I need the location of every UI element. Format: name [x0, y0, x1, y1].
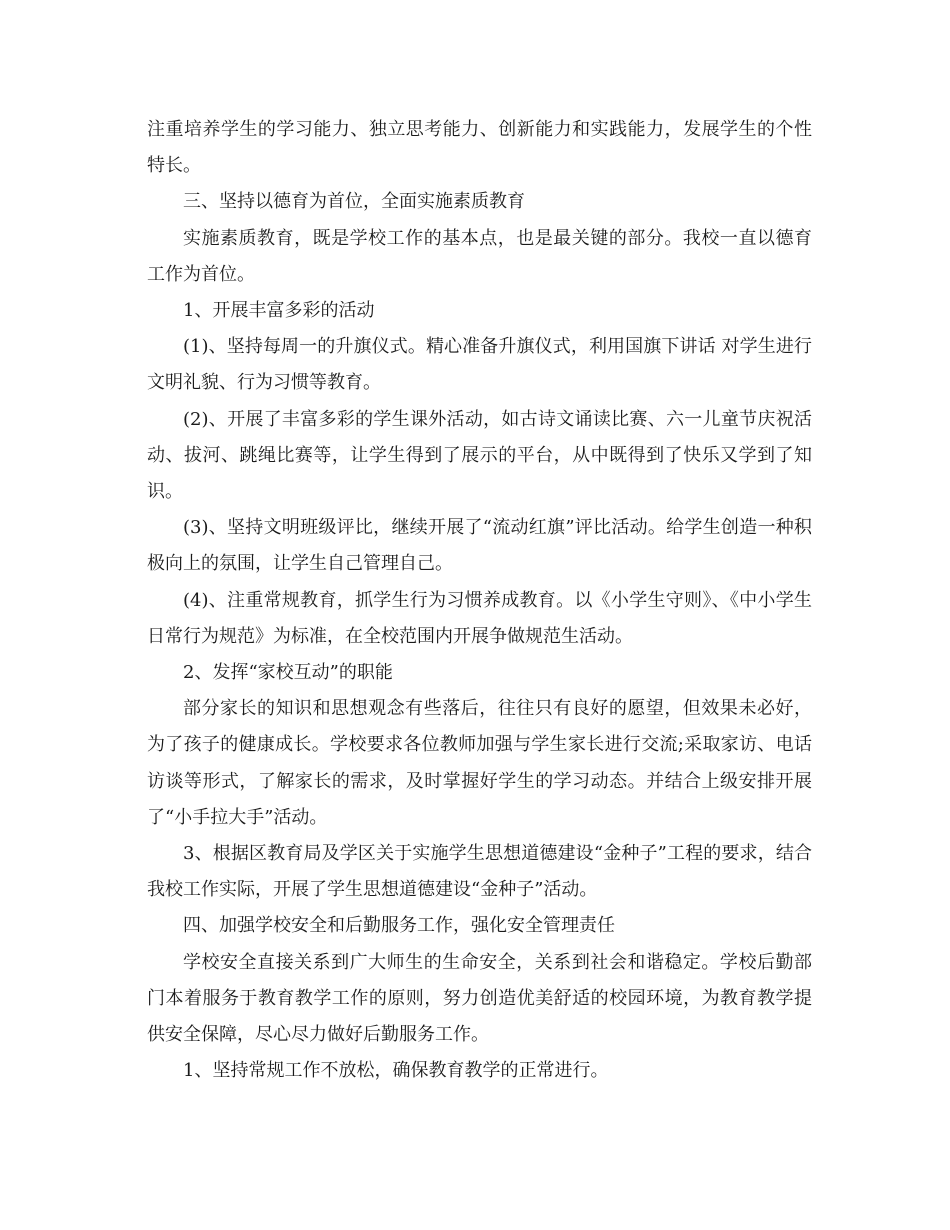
list-item-4: (4)、注重常规教育，抓学生行为习惯养成教育。以《小学生守则》、《中小学生日常行为规范》为标准，在全校范围内开展争做规范生活动。 [147, 589, 812, 647]
document-body [147, 112, 812, 1089]
paragraph-golden-seed: 3、根据区教育局及学区关于实施学生思想道德建设“金种子”工程的要求，结合我校工作实际，开展了学生思想道德建设“金种子”活动。 [147, 843, 812, 901]
subheading-home-school: 2、发挥“家校互动”的职能 [183, 662, 393, 684]
section-heading-3: 三、坚持以德育为首位，全面实施素质教育 [183, 191, 525, 213]
paragraph-home-school: 部分家长的知识和思想观念有些落后，往往只有良好的愿望，但效果未必好，为了孩子的健康成长。学校要求各位教师加强与学生家长进行交流;采取家访、电话访谈等形式，了解家长的需求，及时掌握好学生的学习动态。并结合上级安排开展了“小手拉大手”活动。 [147, 698, 812, 828]
subheading-routine-work: 1、坚持常规工作不放松，确保教育教学的正常进行。 [183, 1060, 609, 1082]
list-item-3: (3)、坚持文明班级评比，继续开展了“流动红旗”评比活动。给学生创造一种积极向上的氛围，让学生自己管理自己。 [147, 517, 812, 575]
paragraph-safety: 学校安全直接关系到广大师生的生命安全，关系到社会和谐稳定。学校后勤部门本着服务于教育教学工作的原则，努力创造优美舒适的校园环境，为教育教学提供安全保障，尽心尽力做好后勤服务工作。 [147, 951, 812, 1046]
section-heading-4: 四、加强学校安全和后勤服务工作，强化安全管理责任 [183, 915, 615, 937]
list-item-2: (2)、开展了丰富多彩的学生课外活动，如古诗文诵读比赛、六一儿童节庆祝活动、拔河、跳绳比赛等，让学生得到了展示的平台，从中既得到了快乐又学到了知识。 [147, 408, 812, 503]
list-item-1: (1)、坚持每周一的升旗仪式。精心准备升旗仪式，利用国旗下讲话 对学生进行文明礼貌、行为习惯等教育。 [147, 336, 812, 394]
subheading-activities: 1、开展丰富多彩的活动 [183, 300, 375, 322]
paragraph-3: 实施素质教育，既是学校工作的基本点，也是最关键的部分。我校一直以德育工作为首位。 [147, 227, 812, 285]
paragraph-1: 注重培养学生的学习能力、独立思考能力、创新能力和实践能力，发展学生的个性特长。 [147, 119, 812, 177]
